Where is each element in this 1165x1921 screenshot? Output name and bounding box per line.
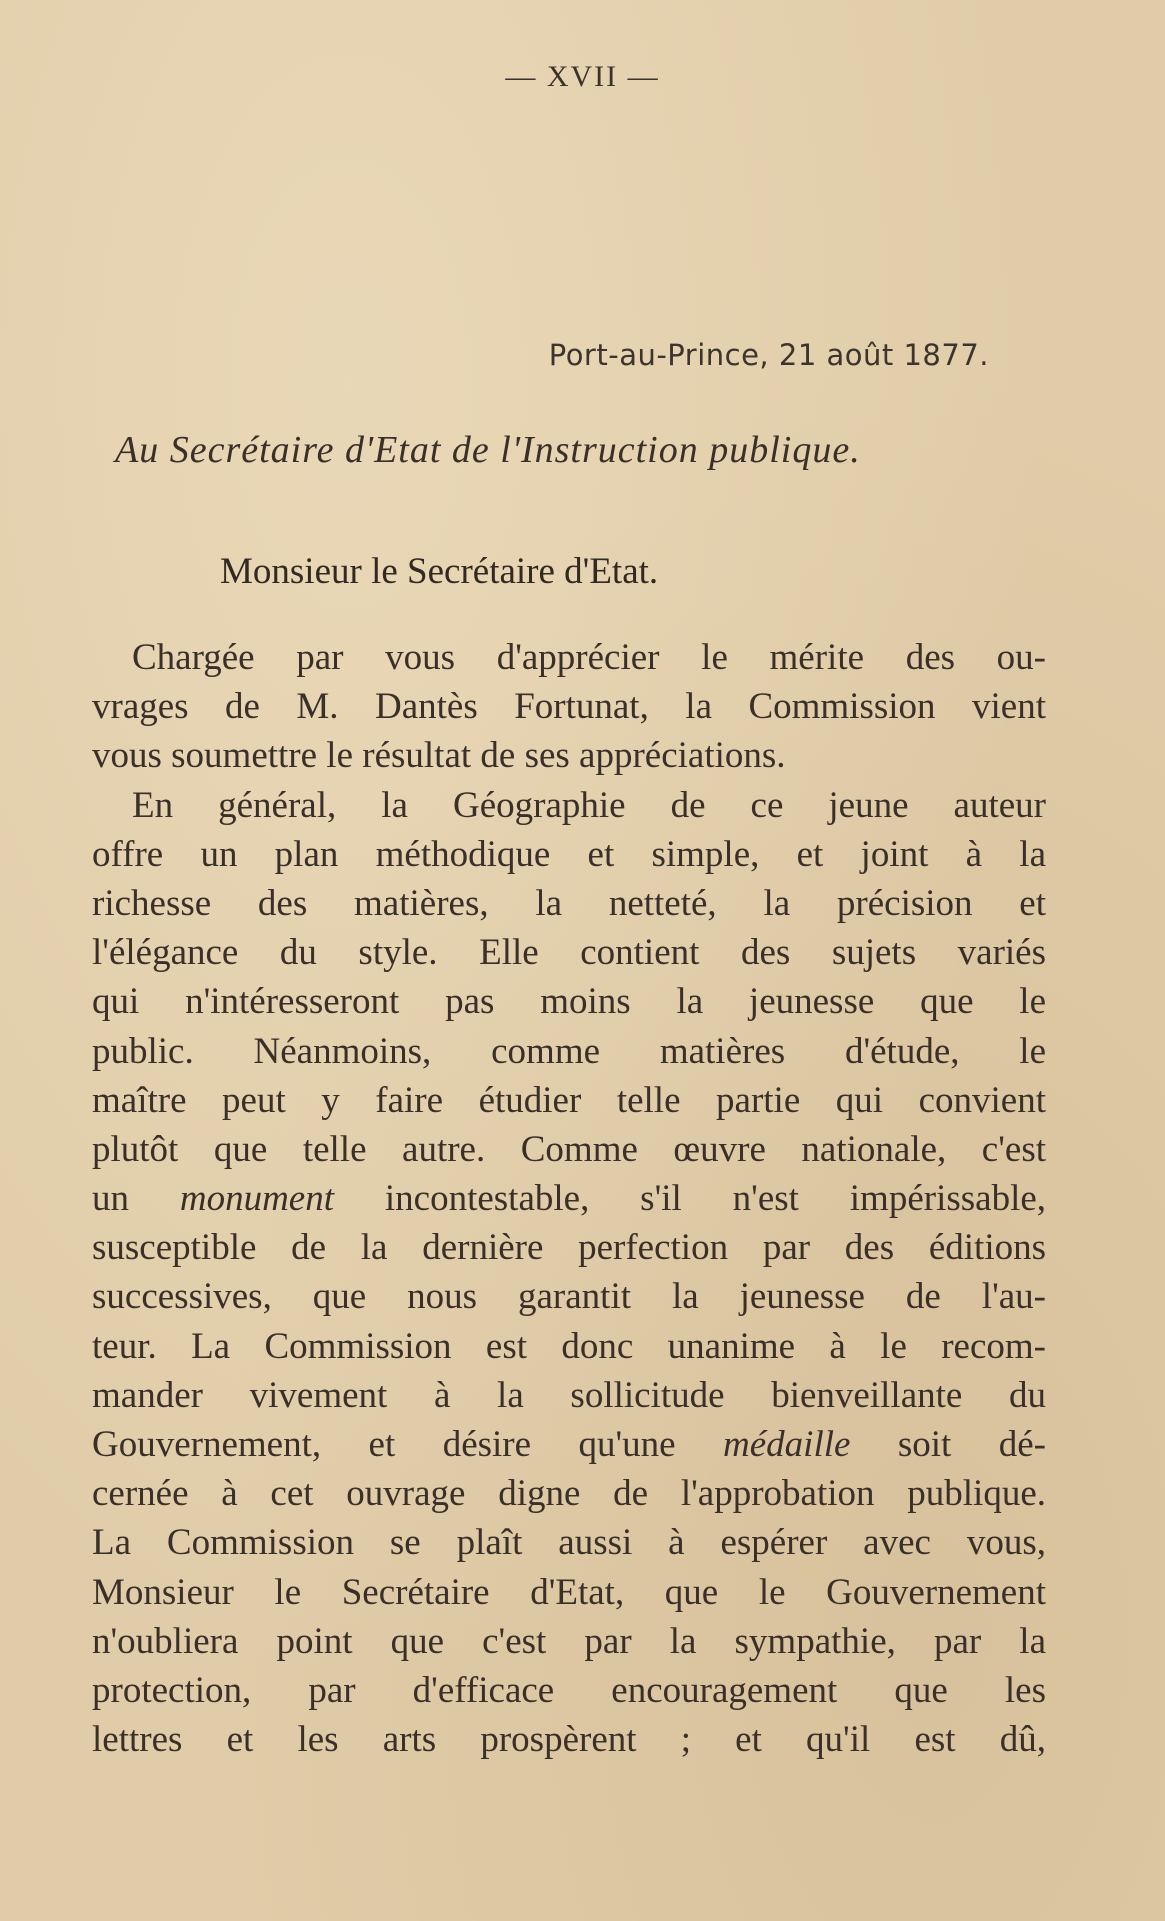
body-line: protection, par d'efficace encouragement que les bbox=[92, 1669, 1046, 1711]
body-line: public. Néanmoins, comme matières d'étude, le bbox=[92, 1030, 1046, 1072]
body-line: En général, la Géographie de ce jeune auteur bbox=[132, 784, 1046, 826]
emphasis-monument: monument bbox=[179, 1178, 335, 1220]
body-line: offre un plan méthodique et simple, et joint à la bbox=[92, 833, 1046, 875]
letter-dateline: Port-au-Prince, 21 août 1877. bbox=[548, 338, 989, 372]
body-line: vrages de M. Dantès Fortunat, la Commission vient bbox=[92, 686, 1046, 728]
body-line: qui n'intéresseront pas moins la jeunesse que le bbox=[92, 981, 1046, 1023]
body-line: n'oubliera point que c'est par la sympathie, par la bbox=[92, 1620, 1046, 1662]
body-line: plutôt que telle autre. Comme œuvre nationale, c'est bbox=[92, 1128, 1046, 1170]
body-line: susceptible de la dernière perfection par des éditions bbox=[92, 1227, 1046, 1269]
letter-body bbox=[92, 633, 1046, 1764]
body-line: successives, que nous garantit la jeunesse de l'au- bbox=[92, 1276, 1046, 1318]
emphasis-medaille: médaille bbox=[723, 1424, 851, 1465]
body-line: teur. La Commission est donc unanime à le recom- bbox=[92, 1325, 1046, 1367]
body-line bbox=[92, 1174, 1046, 1223]
body-text: incontestable, s'il n'est impérissable, bbox=[384, 1178, 1047, 1220]
body-line: cernée à cet ouvrage digne de l'approbation publique. bbox=[92, 1473, 1046, 1515]
body-text: soit dé- bbox=[897, 1424, 1046, 1465]
body-line bbox=[92, 1420, 1046, 1469]
body-line: maître peut y faire étudier telle partie qui convient bbox=[92, 1079, 1046, 1121]
body-line: l'élégance du style. Elle contient des sujets variés bbox=[92, 932, 1046, 974]
body-text: Gouvernement, et désire qu'une bbox=[92, 1424, 676, 1465]
body-line: La Commission se plaît aussi à espérer avec vous, bbox=[92, 1522, 1046, 1564]
letter-salutation: Monsieur le Secrétaire d'Etat. bbox=[220, 551, 659, 592]
body-line: Chargée par vous d'apprécier le mérite des ou- bbox=[132, 637, 1046, 678]
page-number: — XVII — bbox=[505, 60, 660, 93]
body-line: Monsieur le Secrétaire d'Etat, que le Gouvernement bbox=[92, 1571, 1046, 1613]
letter-addressee: Au Secrétaire d'Etat de l'Instruction publique. bbox=[115, 429, 861, 471]
body-line: richesse des matières, la netteté, la précision et bbox=[92, 882, 1046, 924]
body-line: lettres et les arts prospèrent ; et qu'il est dû, bbox=[92, 1719, 1046, 1761]
body-line: mander vivement à la sollicitude bienveillante du bbox=[92, 1374, 1046, 1416]
body-text: un bbox=[92, 1178, 129, 1220]
body-line: vous soumettre le résultat de ses appréciations. bbox=[92, 735, 786, 777]
